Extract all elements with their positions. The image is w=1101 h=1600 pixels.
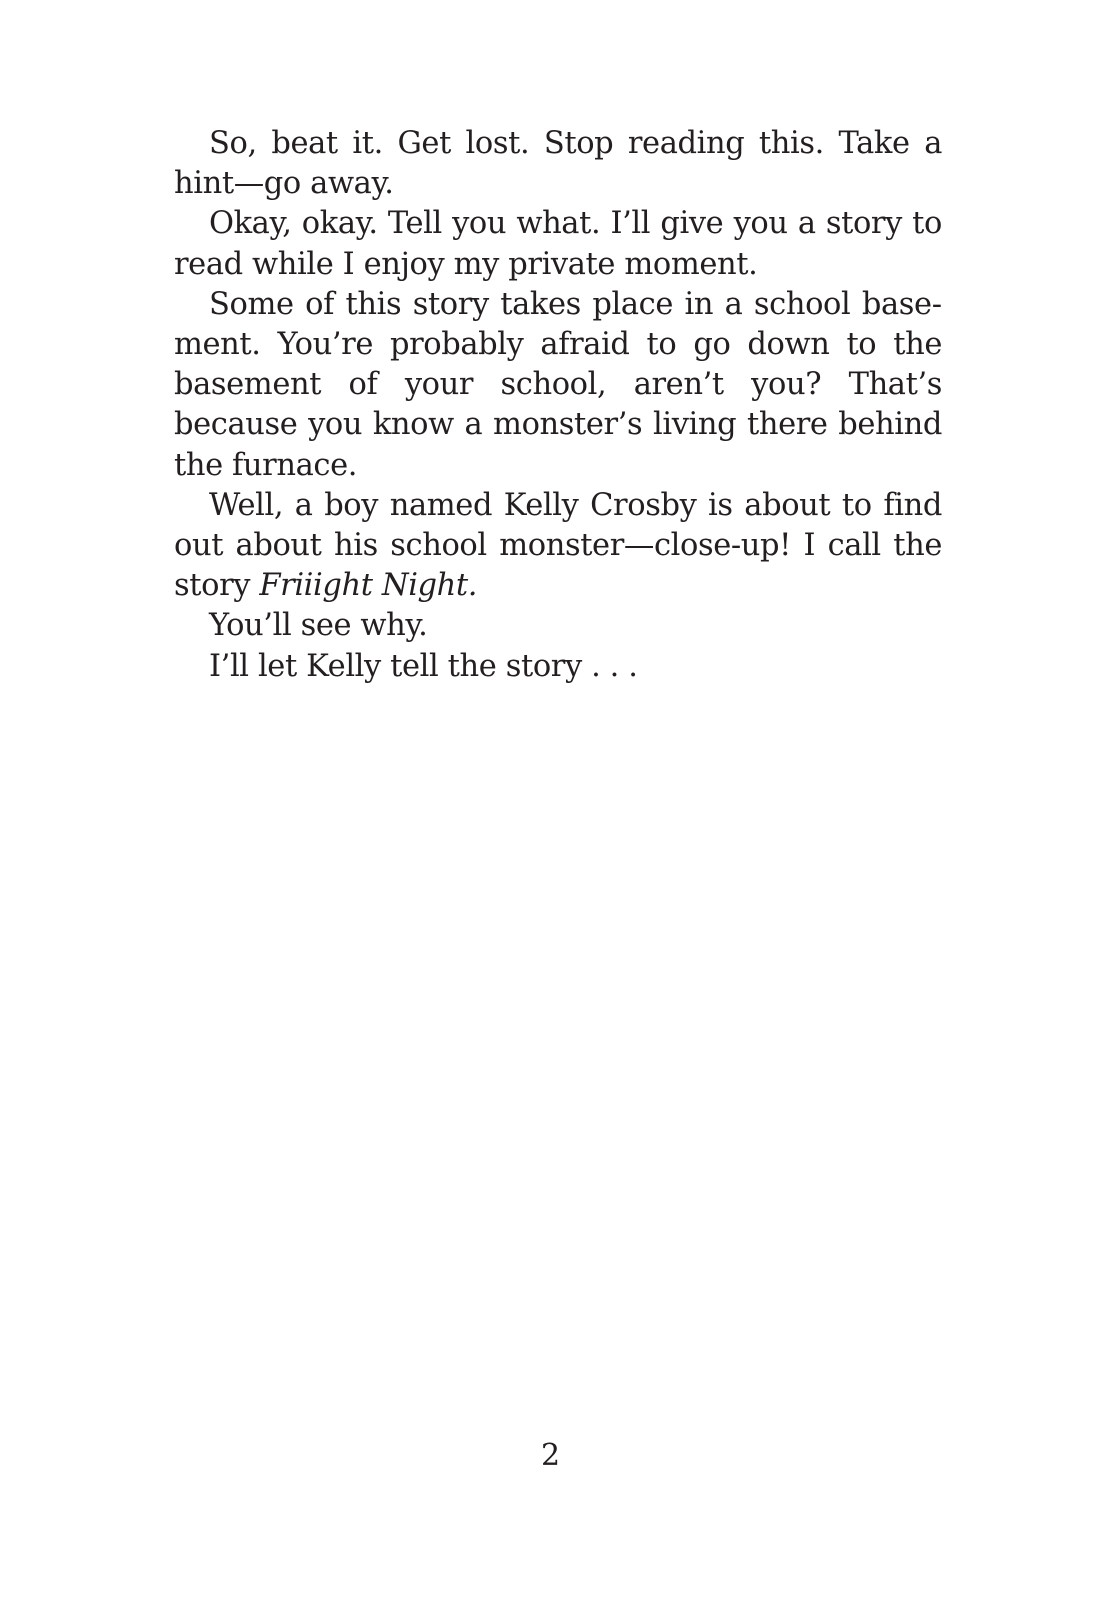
paragraph-4: [174, 486, 942, 607]
paragraph-2: Okay, okay. Tell you what. I’ll give you a story to read while I enjoy my private moment.: [174, 206, 942, 282]
paragraph-6: I’ll let Kelly tell the story . . .: [209, 648, 638, 684]
body-text: [174, 124, 942, 687]
paragraph-1: So, beat it. Get lost. Stop reading this. Take a hint—go away.: [174, 126, 942, 202]
page-number: 2: [540, 1438, 561, 1473]
paragraph-4-text: Well, a boy named Kelly Crosby is about to find out about his school monster—close-up! I call the story: [174, 487, 942, 604]
paragraph-5: You’ll see why.: [209, 608, 428, 644]
paragraph-3: Some of this story takes place in a school basement. You’re probably afraid to go down to the basement of your school, aren’t you? That’s because you know a monster’s living there behind the furnace.: [174, 286, 942, 483]
story-title: Friiight Night.: [259, 568, 478, 604]
